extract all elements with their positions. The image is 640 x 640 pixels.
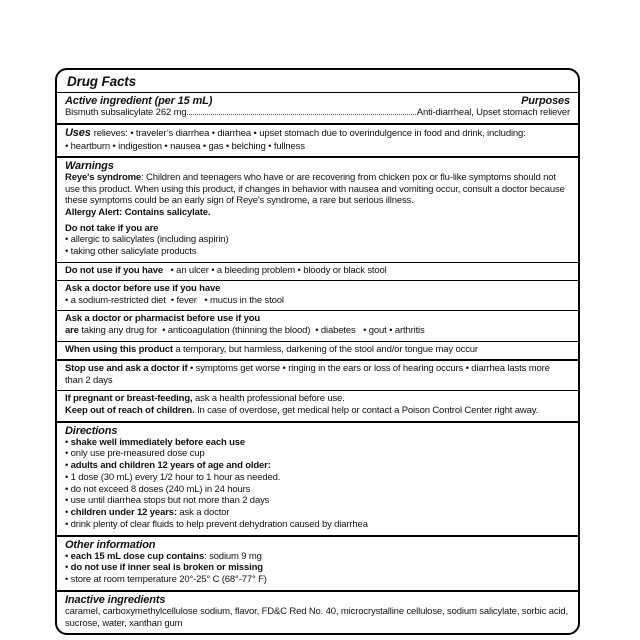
- pregnant-line: [65, 393, 570, 405]
- when-using-line: [65, 344, 570, 356]
- active-ingredient-heading: Active ingredient (per 15 mL): [65, 95, 213, 107]
- ingredient-name: Bismuth subsalicylate 262 mg: [65, 107, 187, 118]
- inactive-ingredients-text: caramel, carboxymethylcellulose sodium, flavor, FD&C Red No. 40, microcrystalline cellulose, sodium salicylate, sorbic acid, sucrose, water, xanthan gum: [65, 605, 569, 629]
- list-item: • taking other salicylate products: [65, 246, 570, 258]
- list-item: • allergic to salicylates (including aspirin): [65, 234, 570, 246]
- do-not-use-bold: Do not use if you have: [65, 264, 164, 276]
- ask-doctor-bullets: • a sodium-restricted diet • fever • mucus in the stool: [65, 294, 284, 306]
- list-item: [65, 460, 570, 472]
- list-item: [65, 551, 570, 563]
- do-not-use-line: [65, 265, 570, 277]
- other-information-heading: Other information: [65, 538, 156, 551]
- section-other-information: [57, 535, 578, 590]
- bullet-text: drink plenty of clear fluids to help prevent dehydration caused by diarrhea: [70, 518, 368, 530]
- reye-paragraph: [65, 172, 570, 207]
- bullet-bold: each 15 mL dose cup contains: [70, 550, 205, 562]
- bullet-text: store at room temperature 20°-25° C (68°-77° F): [70, 574, 267, 586]
- dotted-leader: [187, 114, 415, 115]
- bullet-bold: shake well immediately before each use: [70, 436, 246, 448]
- drug-facts-title: Drug Facts: [67, 74, 137, 89]
- list-item: [65, 574, 570, 586]
- other-information-list: [65, 551, 570, 586]
- reye-bold: Reye's syndrome: [65, 172, 142, 184]
- keep-out-bold: Keep out of reach of children.: [65, 404, 195, 416]
- section-stop-use: [57, 359, 578, 390]
- bullet-text: only use pre-measured dose cup: [70, 448, 205, 460]
- directions-list: [65, 437, 570, 531]
- do-not-use-text: • an ulcer • a bleeding problem • bloody or black stool: [163, 264, 387, 276]
- bullet-bold: adults and children 12 years of age and older:: [70, 460, 271, 472]
- keep-out-text: In case of overdose, get medical help or contact a Poison Control Center right away.: [194, 404, 539, 416]
- directions-heading: Directions: [65, 424, 118, 437]
- uses-heading: Uses: [65, 127, 91, 140]
- stop-use-bold: Stop use and ask a doctor if: [65, 363, 188, 375]
- section-directions: [57, 421, 578, 535]
- section-ask-pharmacist: [57, 310, 578, 340]
- section-ask-doctor: [57, 280, 578, 310]
- bullet-bold: do not use if inner seal is broken or missing: [70, 562, 263, 574]
- do-not-take-block: [65, 223, 570, 258]
- purposes-heading: Purposes: [521, 95, 570, 107]
- active-ingredient-row: [65, 107, 570, 119]
- pregnant-bold: If pregnant or breast-feeding,: [65, 393, 193, 405]
- inactive-ingredients-heading: Inactive ingredients: [65, 593, 166, 606]
- stop-use-line: [65, 363, 570, 386]
- bullet-text: 1 dose (30 mL) every 1/2 hour to 1 hour as needed.: [70, 471, 281, 483]
- when-using-bold: When using this product: [65, 343, 173, 355]
- ask-pharmacist-heading: Ask a doctor or pharmacist before use if you: [65, 313, 261, 325]
- do-not-take-list: [65, 234, 570, 258]
- bullet-text: ask a doctor: [176, 507, 230, 519]
- pregnant-text: ask a health professional before use.: [192, 393, 345, 405]
- list-item: [65, 437, 570, 449]
- list-item: [65, 448, 570, 460]
- list-item: [65, 507, 570, 519]
- when-using-text: a temporary, but harmless, darkening of the stool and/or tongue may occur: [172, 343, 478, 355]
- bullet-text: : sodium 9 mg: [204, 550, 262, 562]
- ask-pharmacist-bold: are: [65, 325, 79, 337]
- section-warnings: [57, 156, 578, 261]
- section-active-ingredient: [57, 92, 578, 123]
- stop-use-text: • symptoms get worse • ringing in the ears or loss of hearing occurs • diarrhea lasts more than 2 days: [65, 363, 550, 386]
- ask-pharmacist-text: taking any drug for • anticoagulation (thinning the blood) • diabetes • gout • arthritis: [78, 325, 425, 337]
- ask-doctor-heading: Ask a doctor before use if you have: [65, 283, 221, 295]
- keep-out-line: [65, 405, 570, 417]
- section-inactive-ingredients: [57, 590, 578, 633]
- bullet-text: do not exceed 8 doses (240 mL) in 24 hours: [70, 483, 251, 495]
- uses-line2: • heartburn • indigestion • nausea • gas • belching • fullness: [65, 140, 305, 152]
- list-item: [65, 519, 570, 531]
- drug-facts-label: [55, 68, 580, 635]
- section-pregnancy: [57, 390, 578, 420]
- warnings-heading: Warnings: [65, 160, 114, 173]
- section-uses: [57, 123, 578, 156]
- uses-text: relieves: • traveler’s diarrhea • diarrhea • upset stomach due to overindulgence in food and drink, including:: [93, 128, 526, 140]
- list-item: [65, 562, 570, 574]
- do-not-take-heading: Do not take if you are: [65, 222, 159, 234]
- allergy-alert: Allergy Alert: Contains salicylate.: [65, 207, 211, 219]
- bullet-text: use until diarrhea stops but not more than 2 days: [70, 495, 270, 507]
- list-item: [65, 484, 570, 496]
- section-do-not-use: [57, 262, 578, 281]
- bullet-bold: children under 12 years:: [70, 507, 177, 519]
- ask-pharmacist-line: [65, 325, 570, 337]
- uses-line1: [65, 127, 570, 140]
- reye-text: : Children and teenagers who have or are recovering from chicken pox or flu-like symptoms should not use this product. When using this product, if changes in behavior with nausea and vomiting occur, consult a doctor because these symptoms could be an early sign of Reye's syndrome, a rare but serious illness.: [65, 172, 565, 207]
- section-when-using: [57, 341, 578, 360]
- list-item: [65, 472, 570, 484]
- ingredient-purpose: Anti-diarrheal, Upset stomach reliever: [416, 107, 570, 118]
- list-item: [65, 495, 570, 507]
